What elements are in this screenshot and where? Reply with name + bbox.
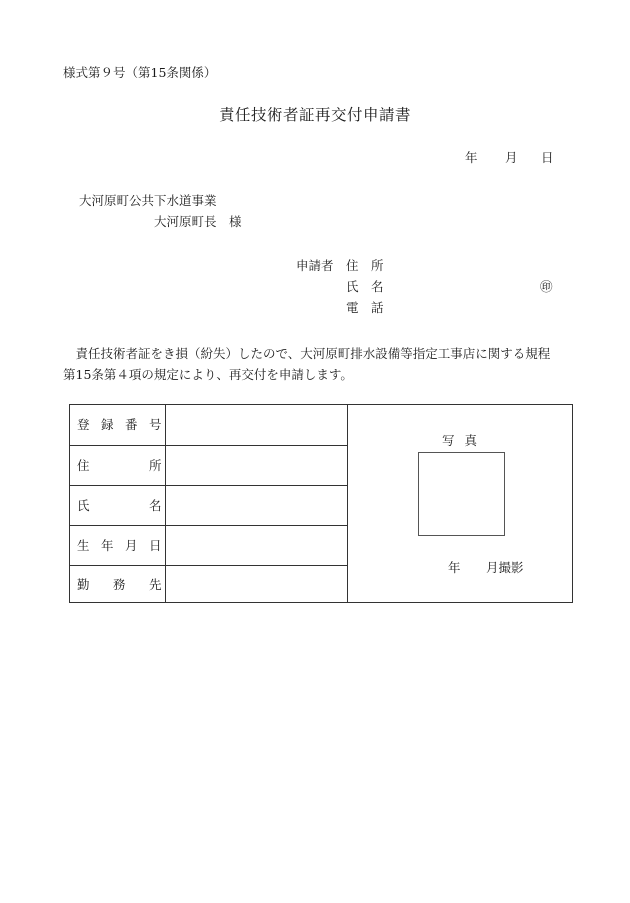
- applicant-address-label: 住 所: [346, 258, 384, 273]
- applicant-label: 申請者: [296, 258, 334, 273]
- date-month: 月: [505, 150, 518, 165]
- photo-placeholder: [418, 452, 505, 536]
- registration-number-label: 登 録 番 号: [70, 405, 166, 445]
- photo-section-divider: [347, 405, 348, 602]
- name-label: 氏 名: [70, 486, 166, 525]
- applicant-phone-label: 電 話: [346, 300, 384, 315]
- table-row-birth-date: [70, 525, 347, 565]
- applicant-info-table: [69, 404, 573, 603]
- address-label: 住 所: [70, 446, 166, 485]
- photo-date-month-taken: 月撮影: [486, 560, 524, 575]
- statement-line-2: 第15条第４項の規定により、再交付を申請します。: [63, 367, 353, 382]
- form-number: 様式第９号（第15条関係）: [63, 65, 217, 80]
- addressee-organization: 大河原町公共下水道事業: [79, 193, 217, 208]
- addressee-recipient: 大河原町長 様: [154, 214, 242, 229]
- statement-line-1: 責任技術者証をき損（紛失）したので、大河原町排水設備等指定工事店に関する規程: [63, 346, 551, 361]
- photo-title: 写 真: [442, 433, 477, 448]
- request-statement: [63, 343, 583, 385]
- workplace-label: 勤 務 先: [70, 566, 166, 603]
- photo-date-year: 年: [448, 560, 461, 575]
- date-year: 年: [465, 150, 478, 165]
- table-row-registration-number: [70, 405, 347, 445]
- date-day: 日: [541, 150, 554, 165]
- seal-mark: ㊞: [540, 279, 553, 294]
- table-row-workplace: [70, 565, 347, 603]
- document-title: 責任技術者証再交付申請書: [218, 106, 411, 124]
- table-row-name: [70, 485, 347, 525]
- applicant-name-label: 氏 名: [346, 279, 384, 294]
- table-row-address: [70, 445, 347, 485]
- birth-date-label: 生 年 月 日: [70, 526, 166, 565]
